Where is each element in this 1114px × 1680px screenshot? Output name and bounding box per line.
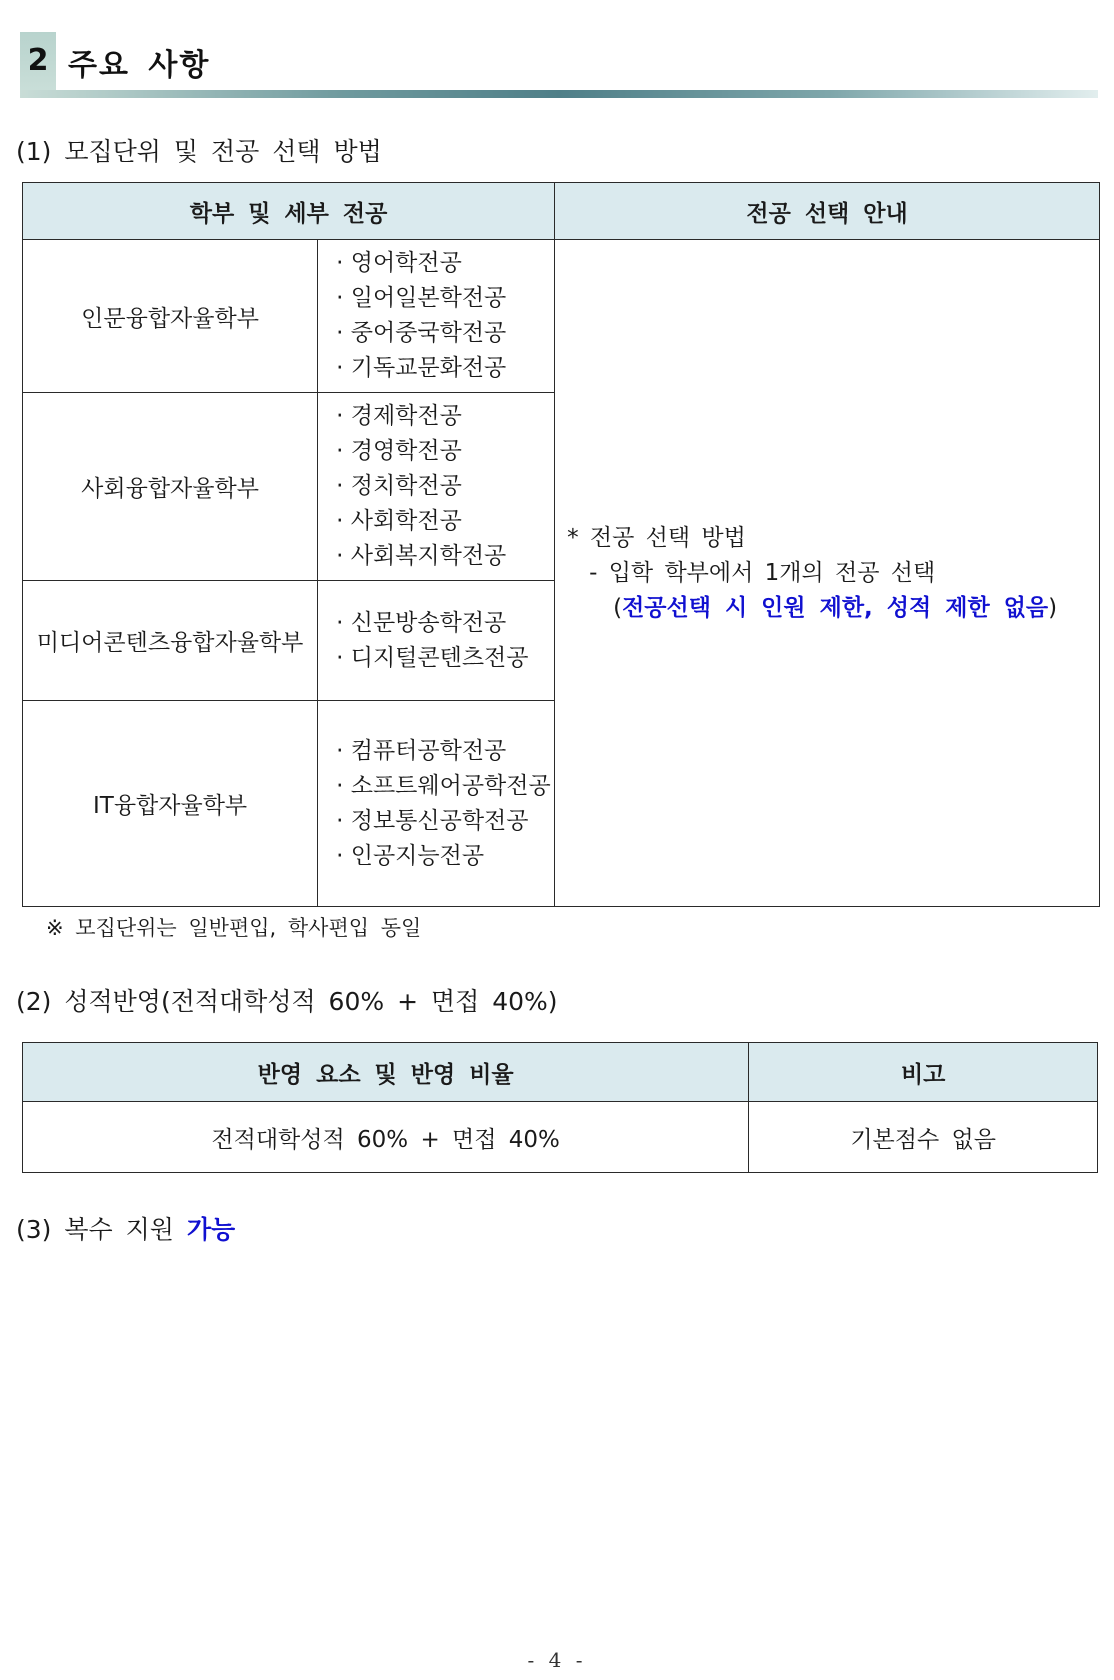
major-item: · 사회복지학전공	[336, 543, 507, 569]
major-item: · 중어중국학전공	[336, 320, 507, 346]
guide-line-2: - 입학 학부에서 1개의 전공 선택	[589, 559, 936, 586]
guide-line-3	[567, 591, 1089, 626]
majors-cell	[318, 393, 555, 581]
table-row	[23, 1102, 1098, 1173]
score-table-header	[23, 1043, 1098, 1102]
subheading-3	[16, 1210, 235, 1246]
section-header	[20, 32, 1098, 98]
header-ratio: 반영 요소 및 반영 비율	[23, 1043, 749, 1102]
major-item: · 소프트웨어공학전공	[336, 772, 551, 799]
subheading-1: (1) 모집단위 및 전공 선택 방법	[16, 137, 382, 166]
score-table	[22, 1042, 1098, 1173]
major-item: · 일어일본학전공	[336, 285, 507, 311]
subheading-3-highlight: 가능	[186, 1215, 236, 1244]
subheading-3-label: (3) 복수 지원	[16, 1215, 174, 1244]
major-item: · 경영학전공	[336, 438, 462, 464]
major-item: · 사회학전공	[336, 508, 462, 534]
page-number: - 4 -	[527, 1648, 587, 1672]
section-number: 2	[20, 32, 56, 90]
major-item: · 정치학전공	[336, 473, 462, 499]
remark-cell: 기본점수 없음	[749, 1102, 1098, 1173]
major-item: · 컴퓨터공학전공	[336, 737, 507, 764]
section-rule	[20, 90, 1098, 98]
major-item: · 신문방송학전공	[336, 609, 507, 636]
header-dept: 학부 및 세부 전공	[23, 183, 555, 240]
table-row	[23, 240, 1100, 393]
header-guide: 전공 선택 안내	[555, 183, 1100, 240]
majors-cell	[318, 581, 555, 701]
majors-cell	[318, 701, 555, 907]
dept-cell: 사회융합자율학부	[23, 393, 318, 581]
section-title: 주요 사항	[68, 48, 211, 83]
major-item: · 인공지능전공	[336, 842, 485, 869]
guide-highlight: 전공선택 시 인원 제한, 성적 제한 없음	[622, 594, 1049, 621]
major-item: · 경제학전공	[336, 403, 462, 429]
header-remark: 비고	[749, 1043, 1098, 1102]
guide-paren-open: (	[613, 594, 623, 621]
majors-table	[22, 182, 1100, 907]
majors-cell	[318, 240, 555, 393]
major-item: · 영어학전공	[336, 250, 462, 276]
major-item: · 기독교문화전공	[336, 355, 507, 381]
major-item: · 정보통신공학전공	[336, 807, 529, 834]
subheading-2: (2) 성적반영(전적대학성적 60% + 면접 40%)	[16, 987, 558, 1016]
major-item: · 디지털콘텐츠전공	[336, 644, 529, 671]
guide-line-1: * 전공 선택 방법	[567, 524, 746, 551]
dept-cell: IT융합자율학부	[23, 701, 318, 907]
dept-cell: 인문융합자율학부	[23, 240, 318, 393]
dept-cell: 미디어콘텐츠융합자율학부	[23, 581, 318, 701]
ratio-cell: 전적대학성적 60% + 면접 40%	[23, 1102, 749, 1173]
majors-table-header	[23, 183, 1100, 240]
guide-paren-close: )	[1048, 594, 1058, 621]
recruitment-note: ※ 모집단위는 일반편입, 학사편입 동일	[46, 916, 422, 940]
guide-cell	[555, 240, 1100, 907]
